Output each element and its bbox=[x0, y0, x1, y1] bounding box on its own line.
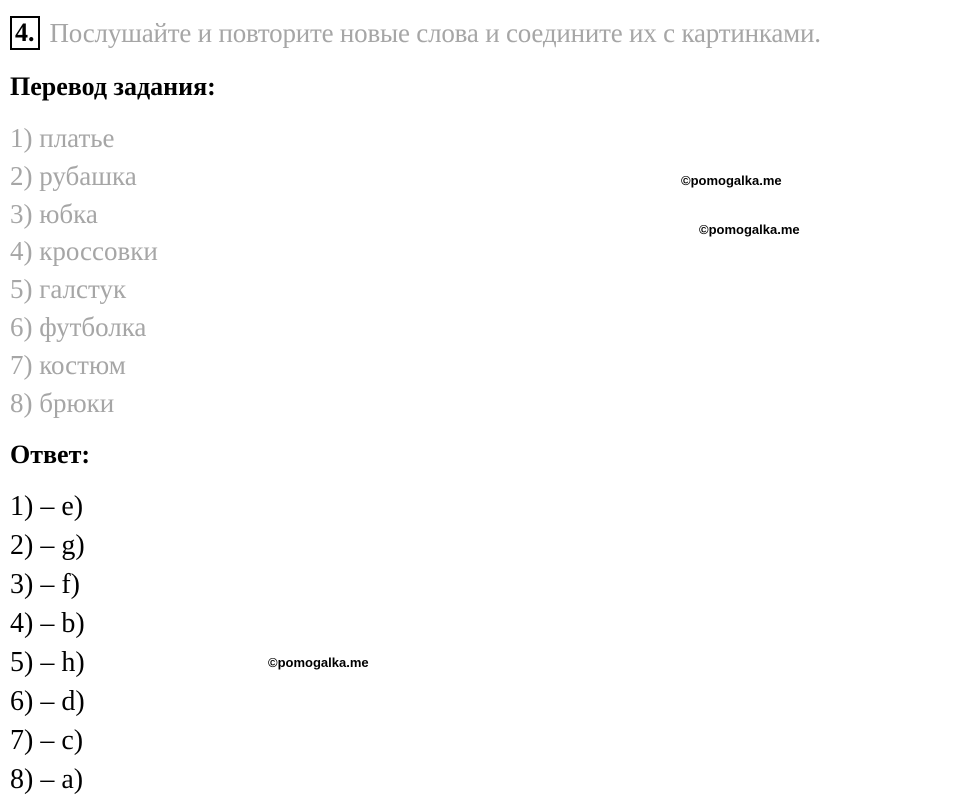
watermark: ©pomogalka.me bbox=[268, 655, 369, 670]
task-number: 4. bbox=[10, 16, 40, 50]
translation-item: 2) рубашка bbox=[10, 160, 137, 191]
translation-item: 5) галстук bbox=[10, 274, 127, 305]
translation-item: 3) юбка bbox=[10, 198, 98, 229]
translation-item: 8) брюки bbox=[10, 387, 115, 418]
answer-item: 3) – f) bbox=[10, 569, 80, 600]
translation-heading: Перевод задания: bbox=[10, 72, 216, 101]
answer-item: 8) – a) bbox=[10, 764, 84, 795]
answer-item: 4) – b) bbox=[10, 608, 85, 639]
answer-item: 1) – e) bbox=[10, 491, 84, 522]
answer-item: 5) – h) bbox=[10, 647, 85, 678]
translation-item: 6) футболка bbox=[10, 311, 147, 342]
translation-item: 4) кроссовки bbox=[10, 236, 158, 267]
translation-item: 7) костюм bbox=[10, 349, 126, 380]
answer-list bbox=[10, 487, 85, 799]
answer-item: 2) – g) bbox=[10, 530, 85, 561]
watermark: ©pomogalka.me bbox=[699, 222, 800, 237]
translation-list bbox=[10, 120, 158, 422]
watermark: ©pomogalka.me bbox=[681, 173, 782, 188]
task-instruction: Послушайте и повторите новые слова и соедините их с картинками. bbox=[49, 17, 821, 48]
answer-item: 7) – c) bbox=[10, 725, 84, 756]
answer-item: 6) – d) bbox=[10, 686, 85, 717]
task-header bbox=[10, 16, 821, 50]
translation-item: 1) платье bbox=[10, 123, 115, 153]
answer-heading: Ответ: bbox=[10, 440, 91, 469]
